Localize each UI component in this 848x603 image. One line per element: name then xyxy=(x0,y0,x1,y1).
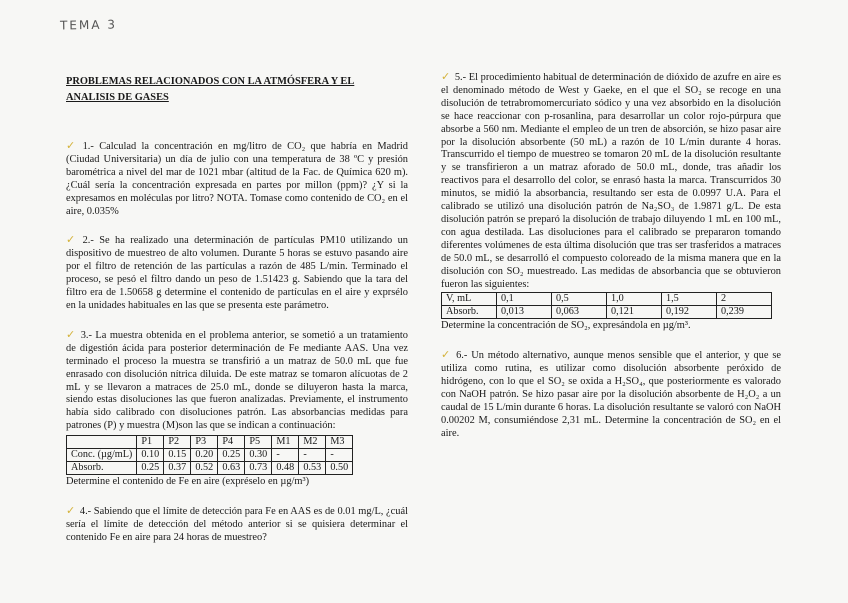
table-cell: 1,5 xyxy=(662,293,717,306)
table-cell: P3 xyxy=(191,436,218,449)
problem-6-number: 6.- xyxy=(456,350,468,362)
table-row xyxy=(67,449,353,462)
problem-3-text: La muestra obtenida en el problema anterior, se sometió a un tratamiento de digestión ácida para posterior determinación de Fe mediante AAS. Una vez terminado el proceso la muestra se transfirió a un matraz de 50.0 mL que fue enrasado con disolución nítrica diluida. De este matraz se tomaron alícuotas de 2 mL y se llevaron a matraces de 25.0 mL, donde se diluyeron hasta la marca, siendo estas disoluciones las que fueron analizadas. Previamente, el instrumento había sido calibrado con disoluciones patrón. Las absorbancias medidas para patrones (P) y muestra (M)son las que se indican a continuación: xyxy=(66,329,408,432)
table-cell: - xyxy=(326,449,353,462)
table-cell: 0.63 xyxy=(218,462,245,475)
check-mark-icon: ✓ xyxy=(441,70,451,83)
table-header-row xyxy=(67,436,353,449)
problem-2-text: Se ha realizado una determinación de partículas PM10 utilizando un dispositivo de muestreo de alto volumen. Durante 5 horas se estuvo pasando aire por el filtro de retención de las partículas a razón de 485 L/min. Terminado el proceso, se pesó el filtro dando un peso de 1.51423 g. Sabiendo que la tara del filtro era de 1.50658 g determine el contenido de partículas en el aire y exprsélo en la unidades habituales en las que se presenta este parámetro. xyxy=(66,235,408,311)
calibration-table-so2 xyxy=(441,292,772,319)
table-cell: 0.50 xyxy=(326,462,353,475)
problem-1-number: 1.- xyxy=(82,141,94,152)
table-cell: 0.48 xyxy=(272,462,299,475)
table-cell: P4 xyxy=(218,436,245,449)
table-cell xyxy=(67,436,137,449)
table-cell: 0.37 xyxy=(164,462,191,475)
table-cell: 0.30 xyxy=(245,449,272,462)
table-cell: P5 xyxy=(245,436,272,449)
table-cell: 0.25 xyxy=(137,462,164,475)
table-cell: 0.10 xyxy=(137,449,164,462)
table-cell: Conc. (µg/mL) xyxy=(67,449,137,462)
table-cell: 1,0 xyxy=(607,293,662,306)
table-cell: 0.53 xyxy=(299,462,326,475)
problem-3-number: 3.- xyxy=(80,329,92,341)
table-cell: 0,192 xyxy=(662,306,717,319)
table-cell: V, mL xyxy=(442,293,497,306)
problem-5-caption: Determine la concentración de SO₂, expresándola en µg/m³. xyxy=(441,320,691,332)
table-cell: 0.15 xyxy=(164,449,191,462)
problem-3-caption: Determine el contenido de Fe en aire (expréselo en µg/m³) xyxy=(66,476,310,488)
table-cell: M2 xyxy=(299,436,326,449)
calibration-table-fe xyxy=(66,435,353,475)
table-cell: 0.20 xyxy=(191,449,218,462)
table-row xyxy=(442,293,772,306)
problem-5 xyxy=(441,71,781,291)
table-cell: - xyxy=(272,449,299,462)
check-mark-icon: ✓ xyxy=(66,504,76,518)
table-cell: P2 xyxy=(164,436,191,449)
check-mark-icon: ✓ xyxy=(441,348,451,362)
table-cell: 2 xyxy=(717,293,772,306)
problem-4-text: Sabiendo que el límite de detección para Fe en AAS es de 0.01 mg/L, ¿cuál sería el límite de detección del método anterior si se quisiera determinar el contenido Fe en aire para 24 horas de muestreo? xyxy=(66,506,408,543)
check-mark-icon: ✓ xyxy=(66,233,76,247)
table-cell: M1 xyxy=(272,436,299,449)
table-cell: 0,063 xyxy=(552,306,607,319)
table-cell: 0,121 xyxy=(607,306,662,319)
table-cell: 0.52 xyxy=(191,462,218,475)
problem-2-number: 2.- xyxy=(82,235,94,247)
problem-4-number: 4.- xyxy=(79,506,92,518)
problem-5-text: El procedimiento habitual de determinación de dióxido de azufre en aire es el denominado método de West y Gaeke, en el que el SO₂ se recoge en una disolución de tetrabromomercuriato sódico y una vez absorbido en la disolución se hace reaccionar con p-rosanlina, para desarrollar un color rojo-púrpura que absorbe a 560 nm. Mediante el empleo de un tren de absorción, se hizo pasar aire por la disolución absorbente (50 mL) a razón de 10 L/min durante 4 horas. Transcurrido el tiempo de muestreo se tomaron 20 mL de la disolución resultante y se transfirieron a un matraz aforado de 50.0 mL, donde, tras añadir los reactivos para el desarrollo del color, se enrasó hasta la marca. Transcurridos 30 minutos, se midió la absorbancia, resultando ser esta de 0.0997 U.A. Para el calibrado se utilizó una disolución patrón de Na₂SO₃ de 1.9871 g/L. De esta disolución patrón se preparó la disolución de trabajo diluyendo 1 mL en 100 mL, con agua destilada. Las disoluciones para el calibrado se prepararon tomando diferentes volúmenes de esta última disolución que tras ser trasferidos a matraces de 50.0 mL, se desarrolló el compuesto coloreado de la misma manera que en la disolución con SO₂ muestreado. Las medidas de absorbancia que se obtuvieron fueron las siguientes: xyxy=(441,72,781,290)
table-cell: P1 xyxy=(137,436,164,449)
table-cell: M3 xyxy=(326,436,353,449)
problem-6-text: Un método alternativo, aunque menos sensible que el anterior, y que se utiliza como rutina, es utilizar como disolución absorbente peróxido de hidrógeno, con lo que el SO₂ se oxida a H₂SO₄, que posteriormente es valorado con NaOH patrón. Se hizo pasar aire por la disolución absorbente de H₂O₂ a un caudal de 15 L/min durante 6 horas. La disolución resultante se valoró con NaOH 0.00202 M, consumiéndose 2,31 mL. Determine la concentración de SO₂ en el aire. xyxy=(441,350,781,439)
document-heading xyxy=(66,74,408,106)
table-cell: 0,5 xyxy=(552,293,607,306)
problem-1 xyxy=(66,140,408,218)
check-mark-icon: ✓ xyxy=(66,139,76,152)
handwritten-note: TEMA 3 xyxy=(59,17,118,33)
check-mark-icon: ✓ xyxy=(66,327,76,341)
table-row xyxy=(67,462,353,475)
table-cell: 0.25 xyxy=(218,449,245,462)
problem-6 xyxy=(441,349,781,440)
heading-line-2: ANALISIS DE GASES xyxy=(66,92,169,103)
table-cell: 0,239 xyxy=(717,306,772,319)
right-column xyxy=(441,71,781,455)
table-cell: 0,1 xyxy=(497,293,552,306)
left-column xyxy=(66,74,408,559)
table-cell: Absorb. xyxy=(67,462,137,475)
table-cell: 0,013 xyxy=(497,306,552,319)
table-row xyxy=(442,306,772,319)
problem-1-text: Calculad la concentración en mg/litro de CO₂ que habría en Madrid (Ciudad Universitaria) un día de julio con una temperatura de 38 ºC y presión barométrica a nivel del mar de 1021 mbar (altitud de la Fac. de Química 620 m). ¿Cuál sería la concentración expresada en partes por millon (ppm)? ¿Y si la expresamos en moléculas por litro? NOTA. Tomase como contenido de CO₂ en el aire, 0.035% xyxy=(66,141,408,217)
problem-2 xyxy=(66,234,408,312)
problem-3 xyxy=(66,329,408,433)
problem-5-number: 5.- xyxy=(454,72,467,83)
table-cell: Absorb. xyxy=(442,306,497,319)
table-cell: 0.73 xyxy=(245,462,272,475)
table-cell: - xyxy=(299,449,326,462)
problem-4 xyxy=(66,505,408,545)
heading-line-1: PROBLEMAS RELACIONADOS CON LA ATMÓSFERA Y EL xyxy=(66,76,355,87)
